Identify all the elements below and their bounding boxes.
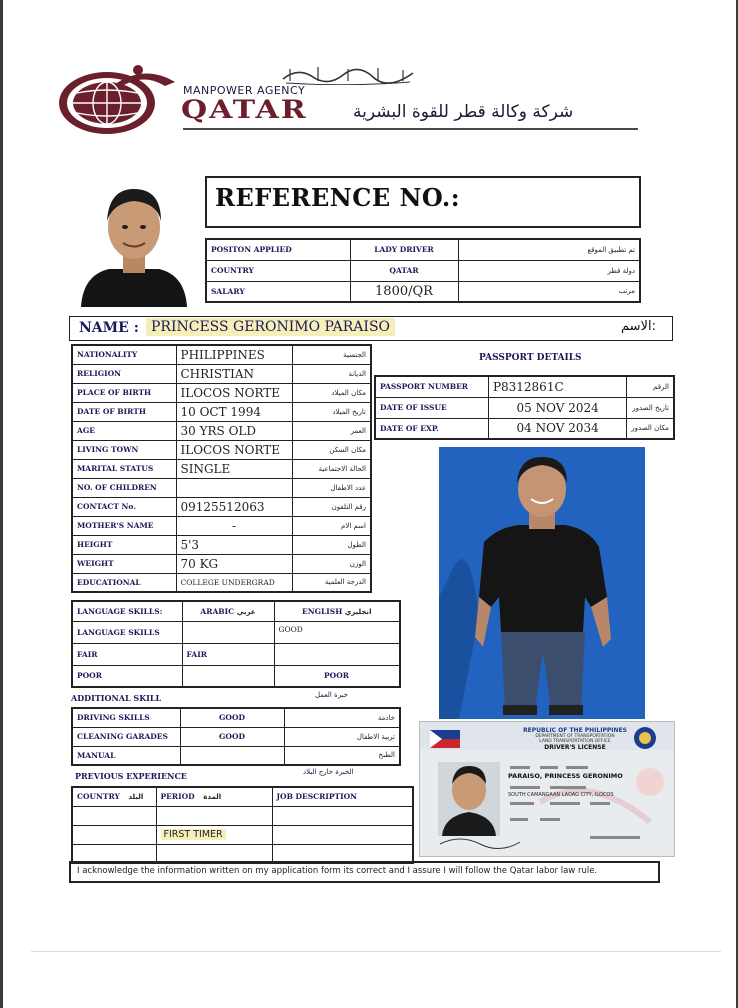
license-title: DRIVER'S LICENSE bbox=[544, 744, 606, 751]
agency-subtitle: MANPOWER AGENCY bbox=[183, 84, 306, 97]
english-level-poor: POOR bbox=[274, 665, 400, 687]
personal-label: DATE OF BIRTH bbox=[72, 402, 176, 421]
table-row bbox=[206, 260, 640, 281]
personal-label-ar: الطول bbox=[292, 535, 371, 554]
position-value: LADY DRIVER bbox=[350, 239, 458, 260]
driving-skills-ar: خادمة bbox=[284, 708, 400, 727]
personal-label: WEIGHT bbox=[72, 554, 176, 573]
table-row bbox=[72, 478, 371, 497]
personal-label-ar: تاريخ الميلاد bbox=[292, 402, 371, 421]
table-row bbox=[72, 787, 413, 806]
personal-label: MOTHER'S NAME bbox=[72, 516, 176, 535]
country-col-label-ar: البلد bbox=[128, 793, 144, 802]
table-row bbox=[206, 239, 640, 260]
acknowledgement-text: I acknowledge the information written on my application form its correct and I assure I will follow the Qatar labor law rule. bbox=[77, 866, 598, 876]
additional-skill-title-ar: خبرة العمل bbox=[315, 691, 348, 699]
country-col-header bbox=[72, 787, 156, 806]
position-label: POSITON APPLIED bbox=[206, 239, 350, 260]
country-col-label: COUNTRY bbox=[77, 792, 120, 802]
english-header bbox=[274, 601, 400, 621]
country-value: QATAR bbox=[350, 260, 458, 281]
job-col-header: JOB DESCRIPTION bbox=[272, 787, 413, 806]
personal-label-ar: اسم الام bbox=[292, 516, 371, 535]
table-row bbox=[206, 281, 640, 302]
personal-label: NO. OF CHILDREN bbox=[72, 478, 176, 497]
period-col-label: PERIOD bbox=[160, 792, 195, 802]
issue-date-value: 05 NOV 2024 bbox=[488, 397, 626, 418]
license-dept: DEPARTMENT OF TRANSPORTATION bbox=[535, 734, 615, 739]
personal-value: 09125512063 bbox=[176, 497, 292, 516]
language-skills-table bbox=[71, 600, 401, 688]
personal-label: MARITAL STATUS bbox=[72, 459, 176, 478]
personal-label-ar: العمر bbox=[292, 421, 371, 440]
table-row bbox=[72, 601, 400, 621]
personal-value: 30 YRS OLD bbox=[176, 421, 292, 440]
arabic-label: ARABIC bbox=[200, 606, 235, 616]
license-republic: REPUBLIC OF THE PHILIPPINES bbox=[523, 727, 627, 734]
agency-name: QATAR bbox=[181, 95, 308, 125]
experience-cell bbox=[72, 806, 156, 825]
table-row bbox=[72, 665, 400, 687]
table-row bbox=[375, 376, 674, 397]
passport-details-title: PASSPORT DETAILS bbox=[479, 353, 582, 363]
table-row bbox=[375, 397, 674, 418]
issue-date-label: DATE OF ISSUE bbox=[375, 397, 488, 418]
personal-label: LIVING TOWN bbox=[72, 440, 176, 459]
personal-label: EDUCATIONAL bbox=[72, 573, 176, 592]
personal-value: CHRISTIAN bbox=[176, 364, 292, 383]
personal-label: NATIONALITY bbox=[72, 345, 176, 364]
personal-value: PHILIPPINES bbox=[176, 345, 292, 364]
previous-experience-title: PREVIOUS EXPERIENCE bbox=[75, 771, 187, 781]
personal-label: CONTACT No. bbox=[72, 497, 176, 516]
reference-title: REFERENCE NO.: bbox=[215, 183, 461, 212]
personal-details-table bbox=[71, 344, 372, 593]
expiry-date-value: 04 NOV 2034 bbox=[488, 418, 626, 439]
english-label: ENGLISH bbox=[302, 606, 343, 616]
additional-skill-table bbox=[71, 707, 401, 766]
personal-label-ar: الجنسية bbox=[292, 345, 371, 364]
english-label-ar: انجليزي bbox=[344, 607, 372, 616]
table-row bbox=[72, 345, 371, 364]
arabic-level-cell bbox=[182, 621, 274, 643]
passport-table bbox=[374, 375, 675, 440]
first-timer-label: FIRST TIMER bbox=[161, 829, 226, 840]
country-label-ar: دولة قطر bbox=[458, 260, 640, 281]
table-row bbox=[72, 364, 371, 383]
table-row bbox=[72, 535, 371, 554]
english-fair-cell bbox=[274, 643, 400, 665]
personal-label-ar: الوزن bbox=[292, 554, 371, 573]
table-row bbox=[72, 402, 371, 421]
experience-period-cell bbox=[156, 825, 272, 844]
page-footer-divider bbox=[31, 951, 721, 952]
experience-cell bbox=[156, 806, 272, 825]
period-col-header bbox=[156, 787, 272, 806]
basmala-calligraphy-icon bbox=[278, 63, 418, 85]
table-row bbox=[72, 825, 413, 844]
agency-name-arabic: شركة وكالة قطر للقوة البشرية bbox=[353, 102, 574, 122]
expiry-date-ar: مكان الصدور bbox=[627, 418, 674, 439]
applicant-headshot-photo bbox=[79, 177, 189, 307]
cleaning-ar: تربية الاطفال bbox=[284, 727, 400, 746]
table-row bbox=[72, 459, 371, 478]
cleaning-label: CLEANING GARADES bbox=[72, 727, 180, 746]
personal-label-ar: الحالة الاجتماعية bbox=[292, 459, 371, 478]
arabic-level-fair: FAIR bbox=[182, 643, 274, 665]
manual-value bbox=[180, 746, 284, 765]
period-col-label-ar: المدة bbox=[203, 793, 222, 802]
table-row bbox=[72, 643, 400, 665]
additional-skill-title: ADDITIONAL SKILL bbox=[71, 693, 162, 703]
table-row bbox=[72, 727, 400, 746]
arabic-label-ar: عربي bbox=[236, 607, 256, 616]
applicant-name: PRINCESS GERONIMO PARAISO bbox=[146, 318, 395, 336]
expiry-date-label: DATE OF EXP. bbox=[375, 418, 488, 439]
cleaning-value: GOOD bbox=[180, 727, 284, 746]
language-header-label: LANGUAGE SKILLS: bbox=[72, 601, 182, 621]
personal-value: ILOCOS NORTE bbox=[176, 440, 292, 459]
personal-value: 5'3 bbox=[176, 535, 292, 554]
name-label: NAME : bbox=[79, 320, 139, 336]
salary-value: 1800/QR bbox=[350, 281, 458, 302]
position-label-ar: تم تطبيق الموقع bbox=[458, 239, 640, 260]
table-row bbox=[72, 516, 371, 535]
personal-value: 10 OCT 1994 bbox=[176, 402, 292, 421]
license-holder-name: PARAISO, PRINCESS GERONIMO bbox=[508, 772, 623, 780]
table-row bbox=[72, 746, 400, 765]
license-office: LAND TRANSPORTATION OFFICE bbox=[539, 739, 611, 744]
english-level-good: GOOD bbox=[274, 621, 400, 643]
application-form bbox=[3, 0, 736, 1008]
experience-cell bbox=[272, 825, 413, 844]
issue-date-ar: تاريخ الصدور bbox=[627, 397, 674, 418]
table-row bbox=[72, 497, 371, 516]
personal-label: AGE bbox=[72, 421, 176, 440]
personal-value: ILOCOS NORTE bbox=[176, 383, 292, 402]
poor-label: POOR bbox=[72, 665, 182, 687]
manual-label: MANUAL bbox=[72, 746, 180, 765]
agency-globe-logo-icon bbox=[55, 60, 180, 138]
driving-skills-value: GOOD bbox=[180, 708, 284, 727]
personal-value: 70 KG bbox=[176, 554, 292, 573]
personal-label-ar: مكان السكن bbox=[292, 440, 371, 459]
table-row bbox=[72, 383, 371, 402]
name-label-ar: الاسم: bbox=[621, 319, 656, 334]
previous-experience-title-ar: الخبرة خارج البلاد bbox=[303, 768, 354, 776]
personal-label-ar: عدد الاطفال bbox=[292, 478, 371, 497]
arabic-header bbox=[182, 601, 274, 621]
country-label: COUNTRY bbox=[206, 260, 350, 281]
personal-value bbox=[176, 478, 292, 497]
fair-label: FAIR bbox=[72, 643, 182, 665]
table-row bbox=[72, 440, 371, 459]
passport-number-ar: الرقم bbox=[627, 376, 674, 397]
table-row bbox=[72, 806, 413, 825]
personal-value: COLLEGE UNDERGRAD bbox=[176, 573, 292, 592]
table-row bbox=[72, 621, 400, 643]
table-row bbox=[375, 418, 674, 439]
table-row bbox=[72, 708, 400, 727]
header-divider bbox=[183, 128, 638, 130]
language-skills-label: LANGUAGE SKILLS bbox=[72, 621, 182, 643]
license-address: SOUTH CAMANGAAN LAOAG CITY, ILOCOS bbox=[508, 792, 614, 798]
passport-number-label: PASSPORT NUMBER bbox=[375, 376, 488, 397]
personal-label-ar: مكان الميلاد bbox=[292, 383, 371, 402]
table-row bbox=[72, 573, 371, 592]
arabic-poor-cell bbox=[182, 665, 274, 687]
experience-cell bbox=[72, 825, 156, 844]
experience-cell bbox=[272, 806, 413, 825]
experience-table bbox=[71, 786, 414, 864]
personal-label-ar: الديانة bbox=[292, 364, 371, 383]
driving-skills-label: DRIVING SKILLS bbox=[72, 708, 180, 727]
passport-number-value: P8312861C bbox=[488, 376, 626, 397]
manual-ar: الطبخ bbox=[284, 746, 400, 765]
personal-label: RELIGION bbox=[72, 364, 176, 383]
personal-value: SINGLE bbox=[176, 459, 292, 478]
position-table bbox=[205, 238, 641, 303]
table-row bbox=[72, 421, 371, 440]
drivers-license-card bbox=[419, 721, 675, 857]
personal-label: PLACE OF BIRTH bbox=[72, 383, 176, 402]
applicant-full-body-photo bbox=[439, 447, 645, 719]
salary-label: SALARY bbox=[206, 281, 350, 302]
personal-label-ar: الدرجة العلمية bbox=[292, 573, 371, 592]
personal-label-ar: رقم التلفون bbox=[292, 497, 371, 516]
personal-value: - bbox=[176, 516, 292, 535]
salary-label-ar: مرتب bbox=[458, 281, 640, 302]
personal-label: HEIGHT bbox=[72, 535, 176, 554]
table-row bbox=[72, 554, 371, 573]
